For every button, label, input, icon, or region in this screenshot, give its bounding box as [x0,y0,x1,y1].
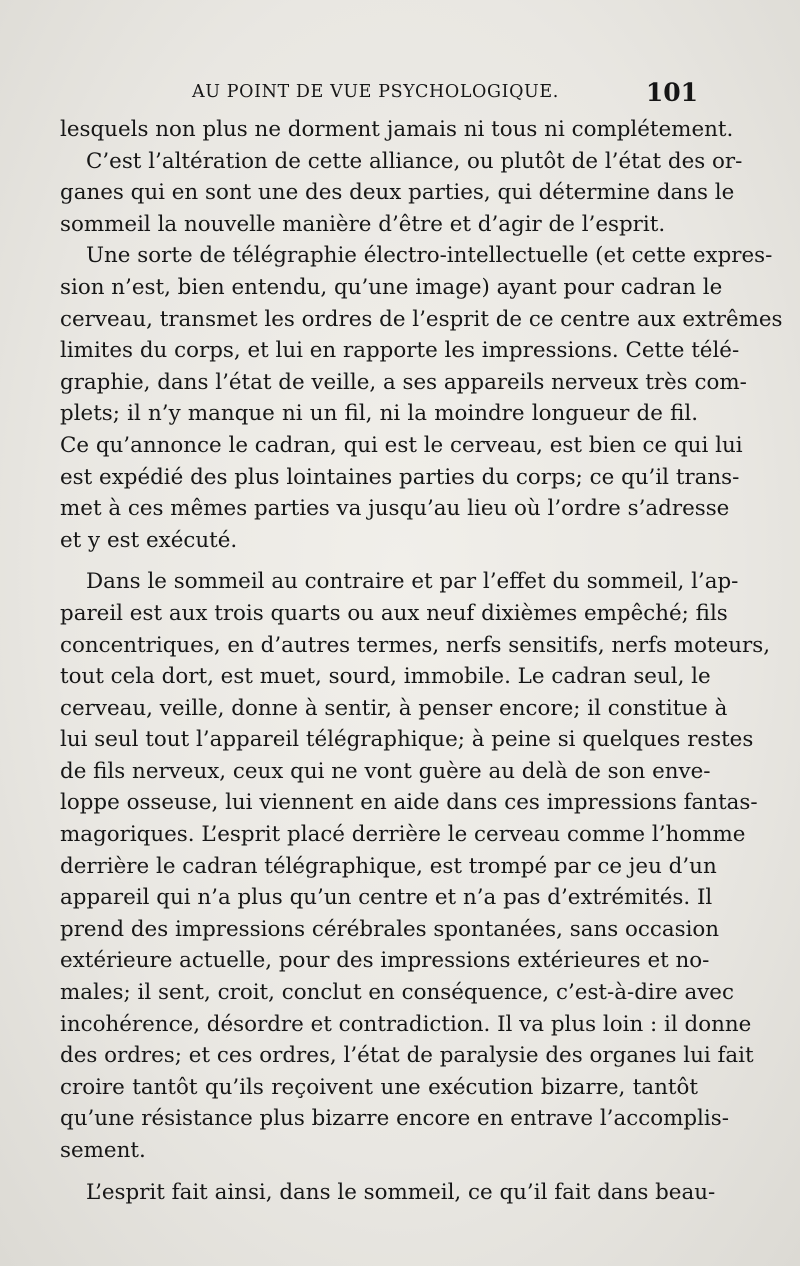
text-line: cerveau, transmet les ordres de l’esprit de ce centre aux extrêmes [60,306,783,332]
text-line: cerveau, veille, donne à sentir, à penser encore; il constitue à [60,695,728,721]
text-line: Ce qu’annonce le cadran, qui est le cerveau, est bien ce qui lui [60,432,743,458]
text-line: extérieure actuelle, pour des impressions extérieures et no- [60,948,710,974]
text-line: des ordres; et ces ordres, l’état de paralysie des organes lui fait [60,1043,754,1069]
text-line: est expédié des plus lointaines parties du corps; ce qu’il trans- [60,464,740,490]
text-line: Dans le sommeil au contraire et par l’effet du sommeil, l’ap- [86,569,739,595]
text-line: pareil est aux trois quarts ou aux neuf dixièmes empêché; fils [60,600,728,626]
page-number: 101 [645,78,698,107]
text-line: lui seul tout l’appareil télégraphique; à peine si quelques restes [60,727,754,753]
text-line: et y est exécuté. [60,527,238,553]
text-line: loppe osseuse, lui viennent en aide dans ces impressions fantas- [60,790,758,816]
text-line: sommeil la nouvelle manière d’être et d’agir de l’esprit. [60,211,666,237]
text-line: Une sorte de télégraphie électro-intellectuelle (et cette expres- [86,243,773,269]
text-line: concentriques, en d’autres termes, nerfs sensitifs, nerfs moteurs, [60,632,770,658]
running-head [60,78,700,110]
text-line: C’est l’altération de cette alliance, ou plutôt de l’état des or- [86,148,743,174]
text-line: plets; il n’y manque ni un fil, ni la moindre longueur de fil. [60,401,698,427]
text-line: sion n’est, bien entendu, qu’une image) ayant pour cadran le [60,274,723,300]
text-line: incohérence, désordre et contradiction. Il va plus loin : il donne [60,1011,752,1037]
text-line: sement. [60,1138,146,1163]
text-line: ganes qui en sont une des deux parties, qui détermine dans le [60,180,735,206]
text-line: lesquels non plus ne dorment jamais ni tous ni complétement. [60,117,734,142]
text-line: croire tantôt qu’ils reçoivent une exécution bizarre, tantôt [60,1074,698,1100]
body-text [60,114,783,1208]
text-line: qu’une résistance plus bizarre encore en entrave l’accomplis- [60,1106,729,1132]
text-line: males; il sent, croit, conclut en conséquence, c’est-à-dire avec [60,980,734,1006]
text-line: graphie, dans l’état de veille, a ses appareils nerveux très com- [60,369,747,395]
text-line: met à ces mêmes parties va jusqu’au lieu où l’ordre s’adresse [60,496,730,522]
running-title: AU POINT DE VUE PSYCHOLOGIQUE. [192,82,559,102]
text-line: de fils nerveux, ceux qui ne vont guère au delà de son enve- [60,758,711,784]
text-line: L’esprit fait ainsi, dans le sommeil, ce qu’il fait dans beau- [86,1179,716,1205]
text-line: prend des impressions cérébrales spontanées, sans occasion [60,916,720,942]
text-line: magoriques. L’esprit placé derrière le cerveau comme l’homme [60,822,746,848]
text-line: tout cela dort, est muet, sourd, immobile. Le cadran seul, le [60,664,711,690]
text-line: appareil qui n’a plus qu’un centre et n’a pas d’extrémités. Il [60,885,713,911]
text-line: derrière le cadran télégraphique, est trompé par ce jeu d’un [60,853,717,879]
text-line: limites du corps, et lui en rapporte les impressions. Cette télé- [60,338,740,364]
